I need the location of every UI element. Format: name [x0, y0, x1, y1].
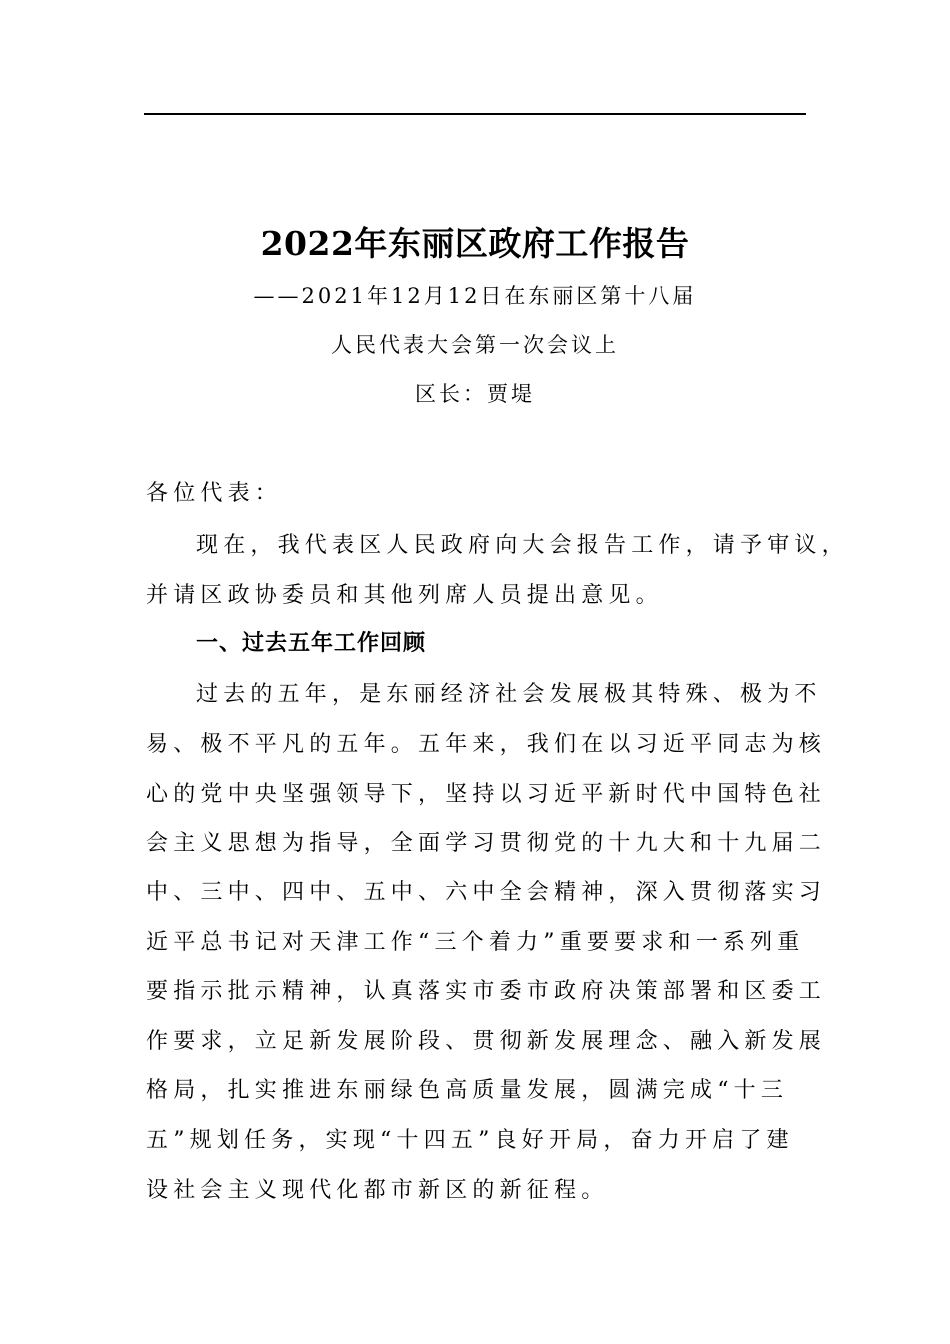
paragraph-line: 要指示批示精神，认真落实市委市政府决策部署和区委工	[146, 979, 827, 1004]
subtitle-speaker-line: 区长：贾堤	[415, 382, 535, 406]
paragraph-line: 近平总书记对天津工作“三个着力”重要要求和一系列重	[146, 930, 805, 955]
paragraph-line: 中、三中、四中、五中、六中全会精神，深入贯彻落实习	[146, 880, 827, 905]
paragraph-line: 作要求，立足新发展阶段、贯彻新发展理念、融入新发展	[146, 1029, 827, 1054]
paragraph-line: 格局，扎实推进东丽绿色高质量发展，圆满完成“十三	[146, 1078, 789, 1103]
subtitle-meeting-line: 人民代表大会第一次会议上	[331, 333, 619, 357]
paragraph-line: 过去的五年，是东丽经济社会发展极其特殊、极为不	[196, 682, 822, 707]
paragraph-line: 易、极不平凡的五年。五年来，我们在以习近平同志为核	[146, 732, 827, 757]
paragraph-line: 五”规划任务，实现“十四五”良好开局，奋力开启了建	[146, 1128, 794, 1153]
paragraph-line: 心的党中央坚强领导下，坚持以习近平新时代中国特色社	[146, 782, 827, 807]
paragraph-line: 会主义思想为指导，全面学习贯彻党的十九大和十九届二	[146, 831, 827, 856]
header-rule	[144, 113, 806, 115]
intro-line: 并请区政协委员和其他列席人员提出意见。	[146, 583, 663, 608]
section-heading: 一、过去五年工作回顾	[196, 631, 427, 656]
paragraph-line: 设社会主义现代化都市新区的新征程。	[146, 1178, 609, 1203]
report-title: 2022年东丽区政府工作报告	[260, 224, 690, 263]
subtitle-date-line: ——2021年12月12日在东丽区第十八届	[253, 284, 697, 308]
intro-line: 现在，我代表区人民政府向大会报告工作，请予审议，	[196, 533, 849, 558]
salutation: 各位代表：	[146, 481, 283, 506]
